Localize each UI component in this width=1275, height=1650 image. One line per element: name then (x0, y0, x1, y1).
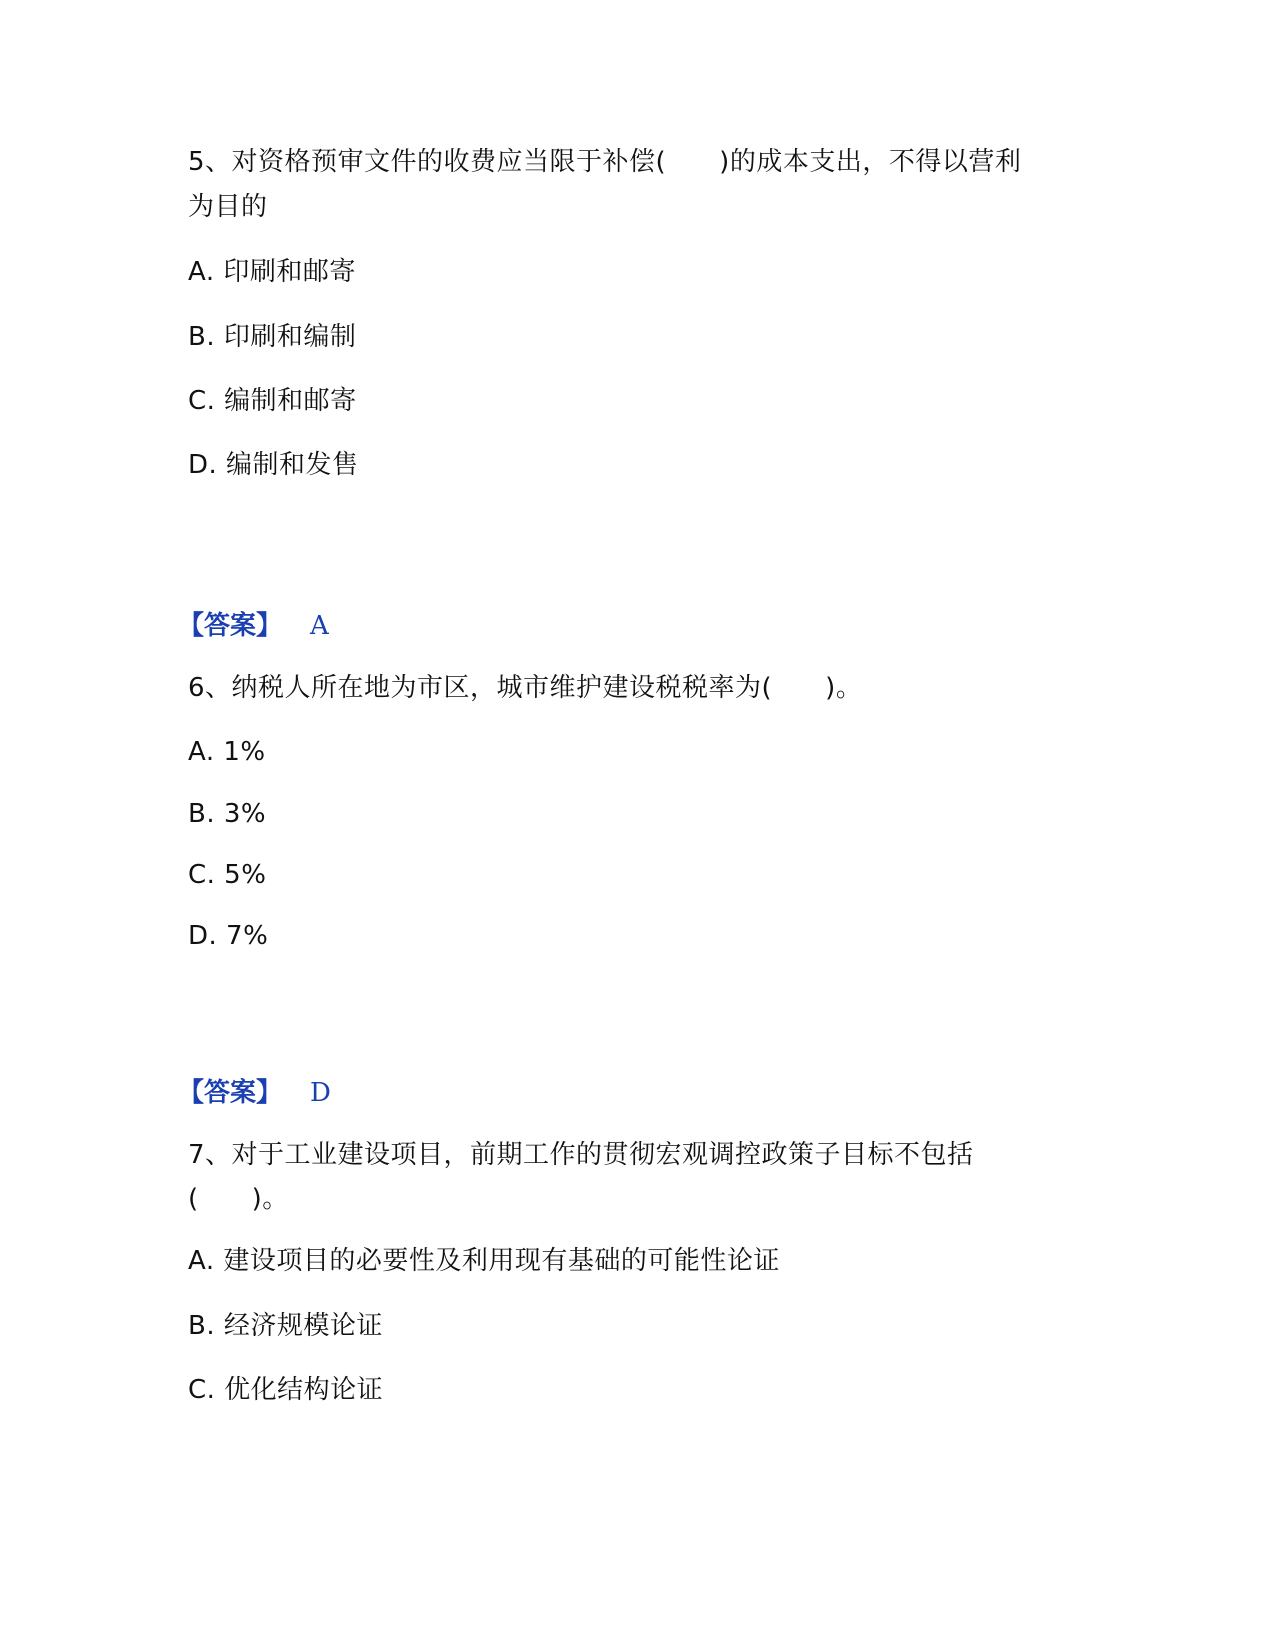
q7-option-a: A. 建设项目的必要性及利用现有基础的可能性论证 (188, 1246, 780, 1276)
q5-stem-line1: 5、对资格预审文件的收费应当限于补偿( )的成本支出，不得以营利 (188, 147, 1022, 177)
q7-stem-line2: ( )。 (188, 1184, 289, 1214)
q6-option-a: A. 1% (188, 737, 266, 767)
q6-answer (178, 1076, 331, 1110)
q5-stem-line2: 为目的 (188, 192, 268, 222)
q5-option-b: B. 印刷和编制 (188, 322, 357, 352)
q7-option-c: C. 优化结构论证 (188, 1375, 384, 1405)
q6-answer-value: D (310, 1078, 331, 1108)
q5-option-a: A. 印刷和邮寄 (188, 257, 356, 287)
q7-stem-line1: 7、对于工业建设项目，前期工作的贯彻宏观调控政策子目标不包括 (188, 1140, 974, 1170)
q6-option-b: B. 3% (188, 799, 267, 829)
q6-option-c: C. 5% (188, 860, 267, 890)
q6-option-d: D. 7% (188, 921, 269, 951)
q6-answer-label: 【答案】 (178, 1078, 283, 1108)
q5-option-c: C. 编制和邮寄 (188, 386, 357, 416)
q5-option-d: D. 编制和发售 (188, 450, 359, 480)
q5-answer (178, 609, 329, 643)
q5-answer-value: A (310, 611, 329, 641)
q5-answer-label: 【答案】 (178, 611, 283, 641)
q6-stem-line1: 6、纳税人所在地为市区，城市维护建设税税率为( )。 (188, 673, 863, 703)
q7-option-b: B. 经济规模论证 (188, 1311, 383, 1341)
